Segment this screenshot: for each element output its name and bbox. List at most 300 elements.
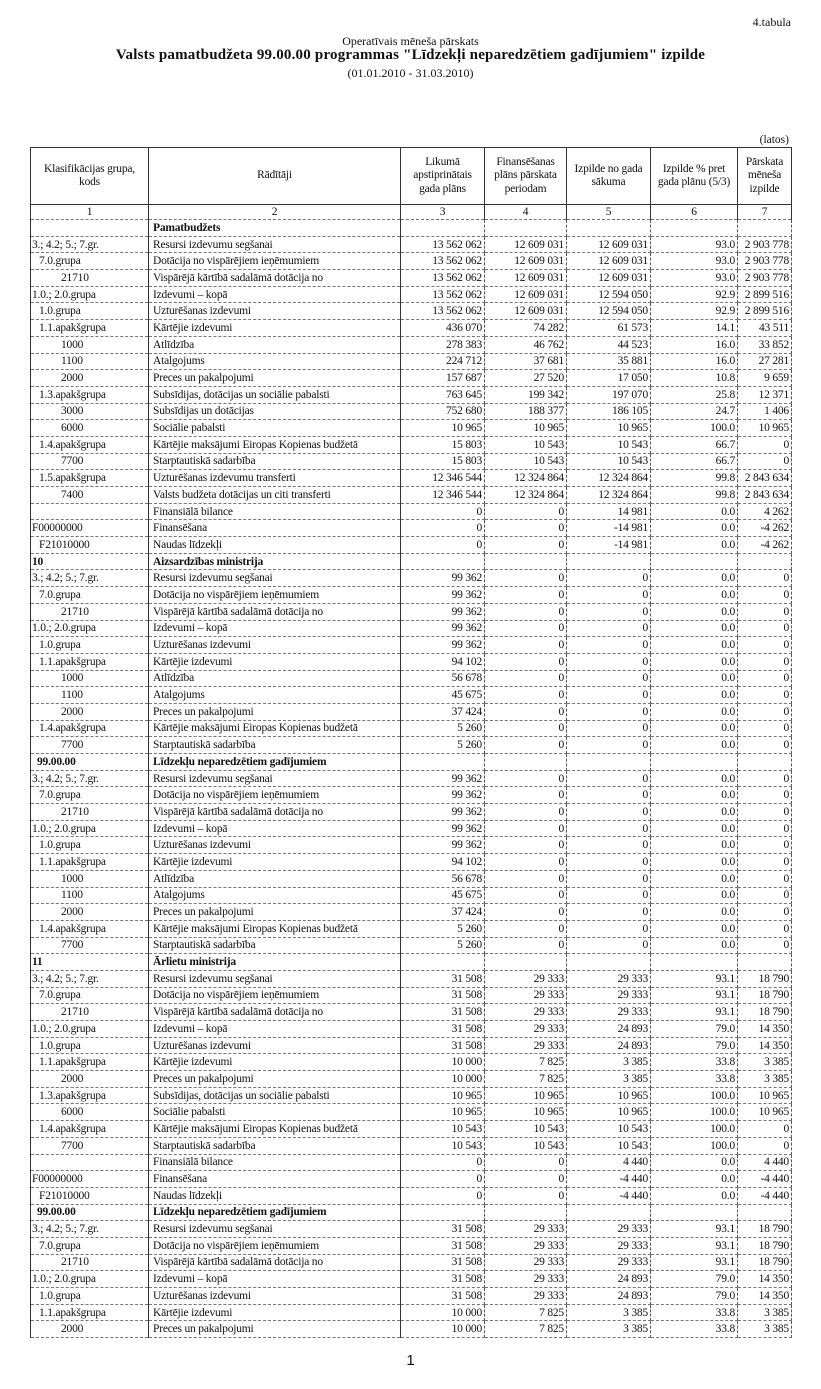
table-row (31, 353, 792, 370)
row-month: 4 262 (738, 503, 792, 520)
row-period-plan: 29 333 (485, 1004, 567, 1021)
row-percent: 100.0 (651, 1121, 738, 1138)
row-code: 3000 (31, 403, 149, 420)
row-ytd: 12 594 050 (567, 303, 651, 320)
row-annual-plan: 15 803 (401, 436, 485, 453)
table-row (31, 770, 792, 787)
row-indicator: Uzturēšanas izdevumu transferti (149, 470, 401, 487)
row-code: 7700 (31, 937, 149, 954)
row-indicator: Atalgojums (149, 887, 401, 904)
row-annual-plan: 15 803 (401, 453, 485, 470)
row-percent: 0.0 (651, 587, 738, 604)
row-percent: 66.7 (651, 453, 738, 470)
row-period-plan: 37 681 (485, 353, 567, 370)
page-number: 1 (406, 1352, 415, 1369)
row-period-plan: 29 333 (485, 1254, 567, 1271)
row-ytd: 24 893 (567, 1021, 651, 1038)
row-code: 99.00.00 (31, 754, 149, 771)
row-code: 21710 (31, 804, 149, 821)
row-annual-plan: 12 346 544 (401, 487, 485, 504)
row-ytd: 10 965 (567, 1104, 651, 1121)
row-code: 7700 (31, 1137, 149, 1154)
row-indicator: Izdevumi – kopā (149, 1271, 401, 1288)
row-annual-plan: 10 000 (401, 1304, 485, 1321)
row-annual-plan: 99 362 (401, 603, 485, 620)
row-annual-plan: 0 (401, 520, 485, 537)
row-ytd: 0 (567, 687, 651, 704)
row-period-plan: 0 (485, 770, 567, 787)
row-percent: 79.0 (651, 1288, 738, 1305)
row-code: 2000 (31, 370, 149, 387)
table-row (31, 1304, 792, 1321)
row-ytd: 12 324 864 (567, 487, 651, 504)
row-period-plan (485, 553, 567, 570)
row-code: 3.; 4.2; 5.; 7.gr. (31, 1221, 149, 1238)
row-percent: 99.8 (651, 470, 738, 487)
row-code: 3.; 4.2; 5.; 7.gr. (31, 770, 149, 787)
row-annual-plan: 31 508 (401, 1237, 485, 1254)
row-indicator: Kārtējie maksājumi Eiropas Kopienas budžetā (149, 436, 401, 453)
row-percent: 0.0 (651, 837, 738, 854)
row-indicator: Uzturēšanas izdevumi (149, 837, 401, 854)
row-ytd: 29 333 (567, 987, 651, 1004)
row-code: 7700 (31, 737, 149, 754)
row-percent: 0.0 (651, 670, 738, 687)
row-code: 1.0.grupa (31, 637, 149, 654)
row-percent: 0.0 (651, 737, 738, 754)
table-row (31, 1288, 792, 1305)
row-code: 1000 (31, 336, 149, 353)
row-month (738, 954, 792, 971)
row-percent: 0.0 (651, 920, 738, 937)
row-indicator: Dotācija no vispārējiem ieņēmumiem (149, 1237, 401, 1254)
row-period-plan: 10 543 (485, 1121, 567, 1138)
row-code: 1100 (31, 687, 149, 704)
row-ytd: 10 543 (567, 436, 651, 453)
row-indicator: Atalgojums (149, 353, 401, 370)
row-ytd: 10 965 (567, 1087, 651, 1104)
row-ytd: 44 523 (567, 336, 651, 353)
table-row (31, 854, 792, 871)
row-month: 0 (738, 937, 792, 954)
row-month: 14 350 (738, 1021, 792, 1038)
row-annual-plan: 13 562 062 (401, 236, 485, 253)
row-period-plan: 7 825 (485, 1071, 567, 1088)
row-indicator: Dotācija no vispārējiem ieņēmumiem (149, 587, 401, 604)
row-annual-plan: 752 680 (401, 403, 485, 420)
table-row (31, 1271, 792, 1288)
table-row (31, 653, 792, 670)
row-code: 1.0.grupa (31, 303, 149, 320)
row-annual-plan: 13 562 062 (401, 270, 485, 287)
table-row (31, 236, 792, 253)
row-indicator: Uzturēšanas izdevumi (149, 1288, 401, 1305)
row-month: 0 (738, 887, 792, 904)
row-annual-plan: 56 678 (401, 870, 485, 887)
row-month: 2 899 516 (738, 303, 792, 320)
row-period-plan: 12 609 031 (485, 270, 567, 287)
col-number: 7 (738, 205, 792, 220)
row-percent: 0.0 (651, 787, 738, 804)
section-row (31, 1204, 792, 1221)
row-annual-plan: 99 362 (401, 787, 485, 804)
row-percent: 93.1 (651, 1221, 738, 1238)
row-percent: 0.0 (651, 1187, 738, 1204)
row-annual-plan (401, 220, 485, 237)
row-ytd: 0 (567, 787, 651, 804)
row-percent: 0.0 (651, 854, 738, 871)
row-period-plan: 10 965 (485, 1104, 567, 1121)
row-indicator: Resursi izdevumu segšanai (149, 970, 401, 987)
row-percent: 0.0 (651, 520, 738, 537)
row-ytd: 24 893 (567, 1271, 651, 1288)
row-annual-plan: 10 965 (401, 1087, 485, 1104)
row-indicator: Preces un pakalpojumi (149, 370, 401, 387)
table-row (31, 904, 792, 921)
row-month: 0 (738, 804, 792, 821)
row-annual-plan: 10 965 (401, 420, 485, 437)
col-header-indicator: Rādītāji (149, 148, 401, 205)
table-row (31, 1037, 792, 1054)
row-code: 1100 (31, 887, 149, 904)
row-ytd (567, 553, 651, 570)
row-indicator: Starptautiskā sadarbība (149, 737, 401, 754)
table-row (31, 336, 792, 353)
row-month: -4 262 (738, 537, 792, 554)
row-indicator: Finansiālā bilance (149, 1154, 401, 1171)
row-percent: 33.8 (651, 1054, 738, 1071)
row-month: 0 (738, 854, 792, 871)
row-percent: 0.0 (651, 720, 738, 737)
row-ytd: 0 (567, 653, 651, 670)
row-period-plan: 0 (485, 537, 567, 554)
row-period-plan: 0 (485, 837, 567, 854)
row-percent: 0.0 (651, 603, 738, 620)
row-period-plan: 29 333 (485, 1021, 567, 1038)
row-ytd: 24 893 (567, 1288, 651, 1305)
table-row (31, 420, 792, 437)
row-percent: 0.0 (651, 703, 738, 720)
row-indicator: Izdevumi – kopā (149, 620, 401, 637)
row-percent: 16.0 (651, 336, 738, 353)
row-code (31, 503, 149, 520)
row-period-plan: 7 825 (485, 1054, 567, 1071)
row-indicator: Dotācija no vispārējiem ieņēmumiem (149, 253, 401, 270)
row-annual-plan: 0 (401, 1171, 485, 1188)
table-row (31, 253, 792, 270)
row-annual-plan: 10 543 (401, 1137, 485, 1154)
row-ytd (567, 754, 651, 771)
row-indicator: Finansēšana (149, 1171, 401, 1188)
row-ytd: 3 385 (567, 1321, 651, 1338)
row-ytd: 0 (567, 904, 651, 921)
row-code: 3.; 4.2; 5.; 7.gr. (31, 970, 149, 987)
row-indicator: Starptautiskā sadarbība (149, 937, 401, 954)
row-percent: 33.8 (651, 1304, 738, 1321)
row-code: 21710 (31, 270, 149, 287)
row-percent: 100.0 (651, 1104, 738, 1121)
row-annual-plan (401, 954, 485, 971)
row-code (31, 220, 149, 237)
row-indicator: Vispārējā kārtībā sadalāmā dotācija no (149, 270, 401, 287)
section-row (31, 553, 792, 570)
row-month: 0 (738, 653, 792, 670)
row-month: 14 350 (738, 1271, 792, 1288)
row-indicator: Sociālie pabalsti (149, 420, 401, 437)
row-code: 3.; 4.2; 5.; 7.gr. (31, 570, 149, 587)
table-row (31, 1171, 792, 1188)
row-ytd: 24 893 (567, 1037, 651, 1054)
row-percent: 0.0 (651, 620, 738, 637)
row-month (738, 1204, 792, 1221)
row-percent: 93.0 (651, 270, 738, 287)
row-percent: 33.8 (651, 1071, 738, 1088)
row-percent: 93.0 (651, 236, 738, 253)
row-code: 1.4.apakšgrupa (31, 1121, 149, 1138)
table-number: 4.tabula (752, 15, 791, 29)
col-number: 4 (485, 205, 567, 220)
row-percent (651, 553, 738, 570)
row-ytd: 29 333 (567, 1004, 651, 1021)
row-month (738, 220, 792, 237)
row-code: 1000 (31, 670, 149, 687)
row-code: 7400 (31, 487, 149, 504)
row-percent: 16.0 (651, 353, 738, 370)
row-annual-plan: 0 (401, 503, 485, 520)
row-annual-plan: 13 562 062 (401, 253, 485, 270)
row-percent: 10.8 (651, 370, 738, 387)
row-percent (651, 954, 738, 971)
row-indicator: Vispārējā kārtībā sadalāmā dotācija no (149, 1254, 401, 1271)
row-month: 0 (738, 603, 792, 620)
row-month (738, 553, 792, 570)
row-ytd: 12 594 050 (567, 286, 651, 303)
row-indicator: Ārlietu ministrija (149, 954, 401, 971)
row-annual-plan: 99 362 (401, 570, 485, 587)
row-period-plan: 29 333 (485, 1288, 567, 1305)
row-percent: 0.0 (651, 653, 738, 670)
table-row (31, 937, 792, 954)
row-month: 0 (738, 670, 792, 687)
row-period-plan: 0 (485, 937, 567, 954)
row-month: 0 (738, 620, 792, 637)
row-month: 2 903 778 (738, 236, 792, 253)
row-ytd: 0 (567, 620, 651, 637)
table-row (31, 386, 792, 403)
row-percent: 0.0 (651, 937, 738, 954)
row-period-plan: 0 (485, 804, 567, 821)
col-number: 1 (31, 205, 149, 220)
row-indicator: Starptautiskā sadarbība (149, 453, 401, 470)
row-percent: 79.0 (651, 1037, 738, 1054)
row-code: 21710 (31, 1004, 149, 1021)
row-month: 14 350 (738, 1288, 792, 1305)
row-period-plan: 0 (485, 1154, 567, 1171)
row-annual-plan: 157 687 (401, 370, 485, 387)
row-indicator: Resursi izdevumu segšanai (149, 570, 401, 587)
row-code: 1.0.grupa (31, 837, 149, 854)
row-ytd: 0 (567, 937, 651, 954)
row-indicator: Kārtējie maksājumi Eiropas Kopienas budžetā (149, 920, 401, 937)
row-annual-plan: 10 000 (401, 1071, 485, 1088)
row-period-plan: 199 342 (485, 386, 567, 403)
col-header-code: Klasifikācijas grupa, kods (31, 148, 149, 205)
table-row (31, 987, 792, 1004)
row-ytd: 0 (567, 837, 651, 854)
table-row (31, 970, 792, 987)
row-annual-plan: 436 070 (401, 320, 485, 337)
report-period: (01.01.2010 - 31.03.2010) (347, 66, 474, 80)
row-ytd: 12 324 864 (567, 470, 651, 487)
row-period-plan: 0 (485, 904, 567, 921)
table-row (31, 1087, 792, 1104)
row-month: 0 (738, 870, 792, 887)
row-indicator: Resursi izdevumu segšanai (149, 1221, 401, 1238)
row-period-plan: 0 (485, 570, 567, 587)
row-ytd: 29 333 (567, 1221, 651, 1238)
row-ytd: 12 609 031 (567, 236, 651, 253)
row-annual-plan: 5 260 (401, 737, 485, 754)
row-annual-plan: 37 424 (401, 904, 485, 921)
col-number: 5 (567, 205, 651, 220)
table-row (31, 1321, 792, 1338)
row-annual-plan: 12 346 544 (401, 470, 485, 487)
row-code: 1.1.apakšgrupa (31, 1304, 149, 1321)
row-percent: 92.9 (651, 303, 738, 320)
row-month: 2 903 778 (738, 270, 792, 287)
table-row (31, 637, 792, 654)
table-row (31, 737, 792, 754)
row-period-plan: 0 (485, 503, 567, 520)
row-code: 6000 (31, 1104, 149, 1121)
row-percent: 0.0 (651, 537, 738, 554)
row-month: 10 965 (738, 420, 792, 437)
row-annual-plan: 0 (401, 1187, 485, 1204)
row-period-plan: 29 333 (485, 1221, 567, 1238)
row-ytd: 29 333 (567, 1254, 651, 1271)
table-row (31, 470, 792, 487)
table-row (31, 804, 792, 821)
row-month: 14 350 (738, 1037, 792, 1054)
row-period-plan: 46 762 (485, 336, 567, 353)
row-percent: 92.9 (651, 286, 738, 303)
row-annual-plan: 13 562 062 (401, 303, 485, 320)
row-annual-plan: 31 508 (401, 1037, 485, 1054)
row-annual-plan: 31 508 (401, 1221, 485, 1238)
row-percent: 79.0 (651, 1271, 738, 1288)
row-annual-plan: 5 260 (401, 920, 485, 937)
row-ytd: 0 (567, 603, 651, 620)
table-row (31, 1187, 792, 1204)
table-row (31, 587, 792, 604)
row-ytd: 186 105 (567, 403, 651, 420)
row-percent: 0.0 (651, 870, 738, 887)
row-ytd: -14 981 (567, 520, 651, 537)
row-code: 3.; 4.2; 5.; 7.gr. (31, 236, 149, 253)
row-period-plan: 0 (485, 520, 567, 537)
row-period-plan: 7 825 (485, 1321, 567, 1338)
row-code: 1.5.apakšgrupa (31, 470, 149, 487)
row-code: 7.0.grupa (31, 1237, 149, 1254)
row-annual-plan: 31 508 (401, 1288, 485, 1305)
row-period-plan: 0 (485, 703, 567, 720)
row-percent: 25.8 (651, 386, 738, 403)
row-code: 1.0.; 2.0.grupa (31, 620, 149, 637)
table-row (31, 1071, 792, 1088)
row-month: 9 659 (738, 370, 792, 387)
row-ytd: 3 385 (567, 1054, 651, 1071)
row-month: 0 (738, 920, 792, 937)
table-row (31, 603, 792, 620)
table-row (31, 703, 792, 720)
row-period-plan: 0 (485, 1171, 567, 1188)
section-row (31, 754, 792, 771)
row-period-plan: 0 (485, 854, 567, 871)
row-month: 3 385 (738, 1304, 792, 1321)
row-month: 33 852 (738, 336, 792, 353)
row-percent: 24.7 (651, 403, 738, 420)
row-ytd: 0 (567, 870, 651, 887)
row-percent: 0.0 (651, 770, 738, 787)
row-percent: 99.8 (651, 487, 738, 504)
row-percent: 93.1 (651, 1254, 738, 1271)
row-indicator: Dotācija no vispārējiem ieņēmumiem (149, 787, 401, 804)
table-row (31, 270, 792, 287)
report-title: Valsts pamatbudžeta 99.00.00 programmas "Līdzekļi neparedzētiem gadījumiem" izpilde (115, 47, 706, 63)
row-annual-plan: 99 362 (401, 837, 485, 854)
row-indicator: Preces un pakalpojumi (149, 904, 401, 921)
row-indicator: Dotācija no vispārējiem ieņēmumiem (149, 987, 401, 1004)
row-indicator: Aizsardzības ministrija (149, 553, 401, 570)
row-month: 0 (738, 637, 792, 654)
row-indicator: Finansiālā bilance (149, 503, 401, 520)
col-header-month: Pārskata mēneša izpilde (738, 148, 792, 205)
row-month: 0 (738, 837, 792, 854)
row-month: 0 (738, 770, 792, 787)
row-indicator: Uzturēšanas izdevumi (149, 303, 401, 320)
row-indicator: Līdzekļu neparedzētiem gadījumiem (149, 754, 401, 771)
table-row (31, 720, 792, 737)
table-row (31, 1121, 792, 1138)
row-period-plan: 10 965 (485, 1087, 567, 1104)
row-period-plan: 0 (485, 820, 567, 837)
row-period-plan: 0 (485, 653, 567, 670)
table-row (31, 403, 792, 420)
row-annual-plan: 37 424 (401, 703, 485, 720)
row-month: 18 790 (738, 1254, 792, 1271)
row-ytd: 0 (567, 887, 651, 904)
row-code: 1.1.apakšgrupa (31, 1054, 149, 1071)
row-month: 18 790 (738, 1237, 792, 1254)
row-indicator: Atalgojums (149, 687, 401, 704)
row-annual-plan: 10 000 (401, 1054, 485, 1071)
row-indicator: Starptautiskā sadarbība (149, 1137, 401, 1154)
row-month: 0 (738, 820, 792, 837)
table-row (31, 520, 792, 537)
row-annual-plan: 99 362 (401, 820, 485, 837)
report-subtitle: Operatīvais mēneša pārskats (342, 34, 479, 48)
row-code: 1000 (31, 870, 149, 887)
row-indicator: Līdzekļu neparedzētiem gadījumiem (149, 1204, 401, 1221)
row-ytd: 3 385 (567, 1304, 651, 1321)
row-indicator: Kārtējie izdevumi (149, 854, 401, 871)
row-percent: 93.0 (651, 253, 738, 270)
row-month: 0 (738, 737, 792, 754)
table-row (31, 687, 792, 704)
table-row (31, 1104, 792, 1121)
row-ytd: 29 333 (567, 970, 651, 987)
row-month: 0 (738, 570, 792, 587)
